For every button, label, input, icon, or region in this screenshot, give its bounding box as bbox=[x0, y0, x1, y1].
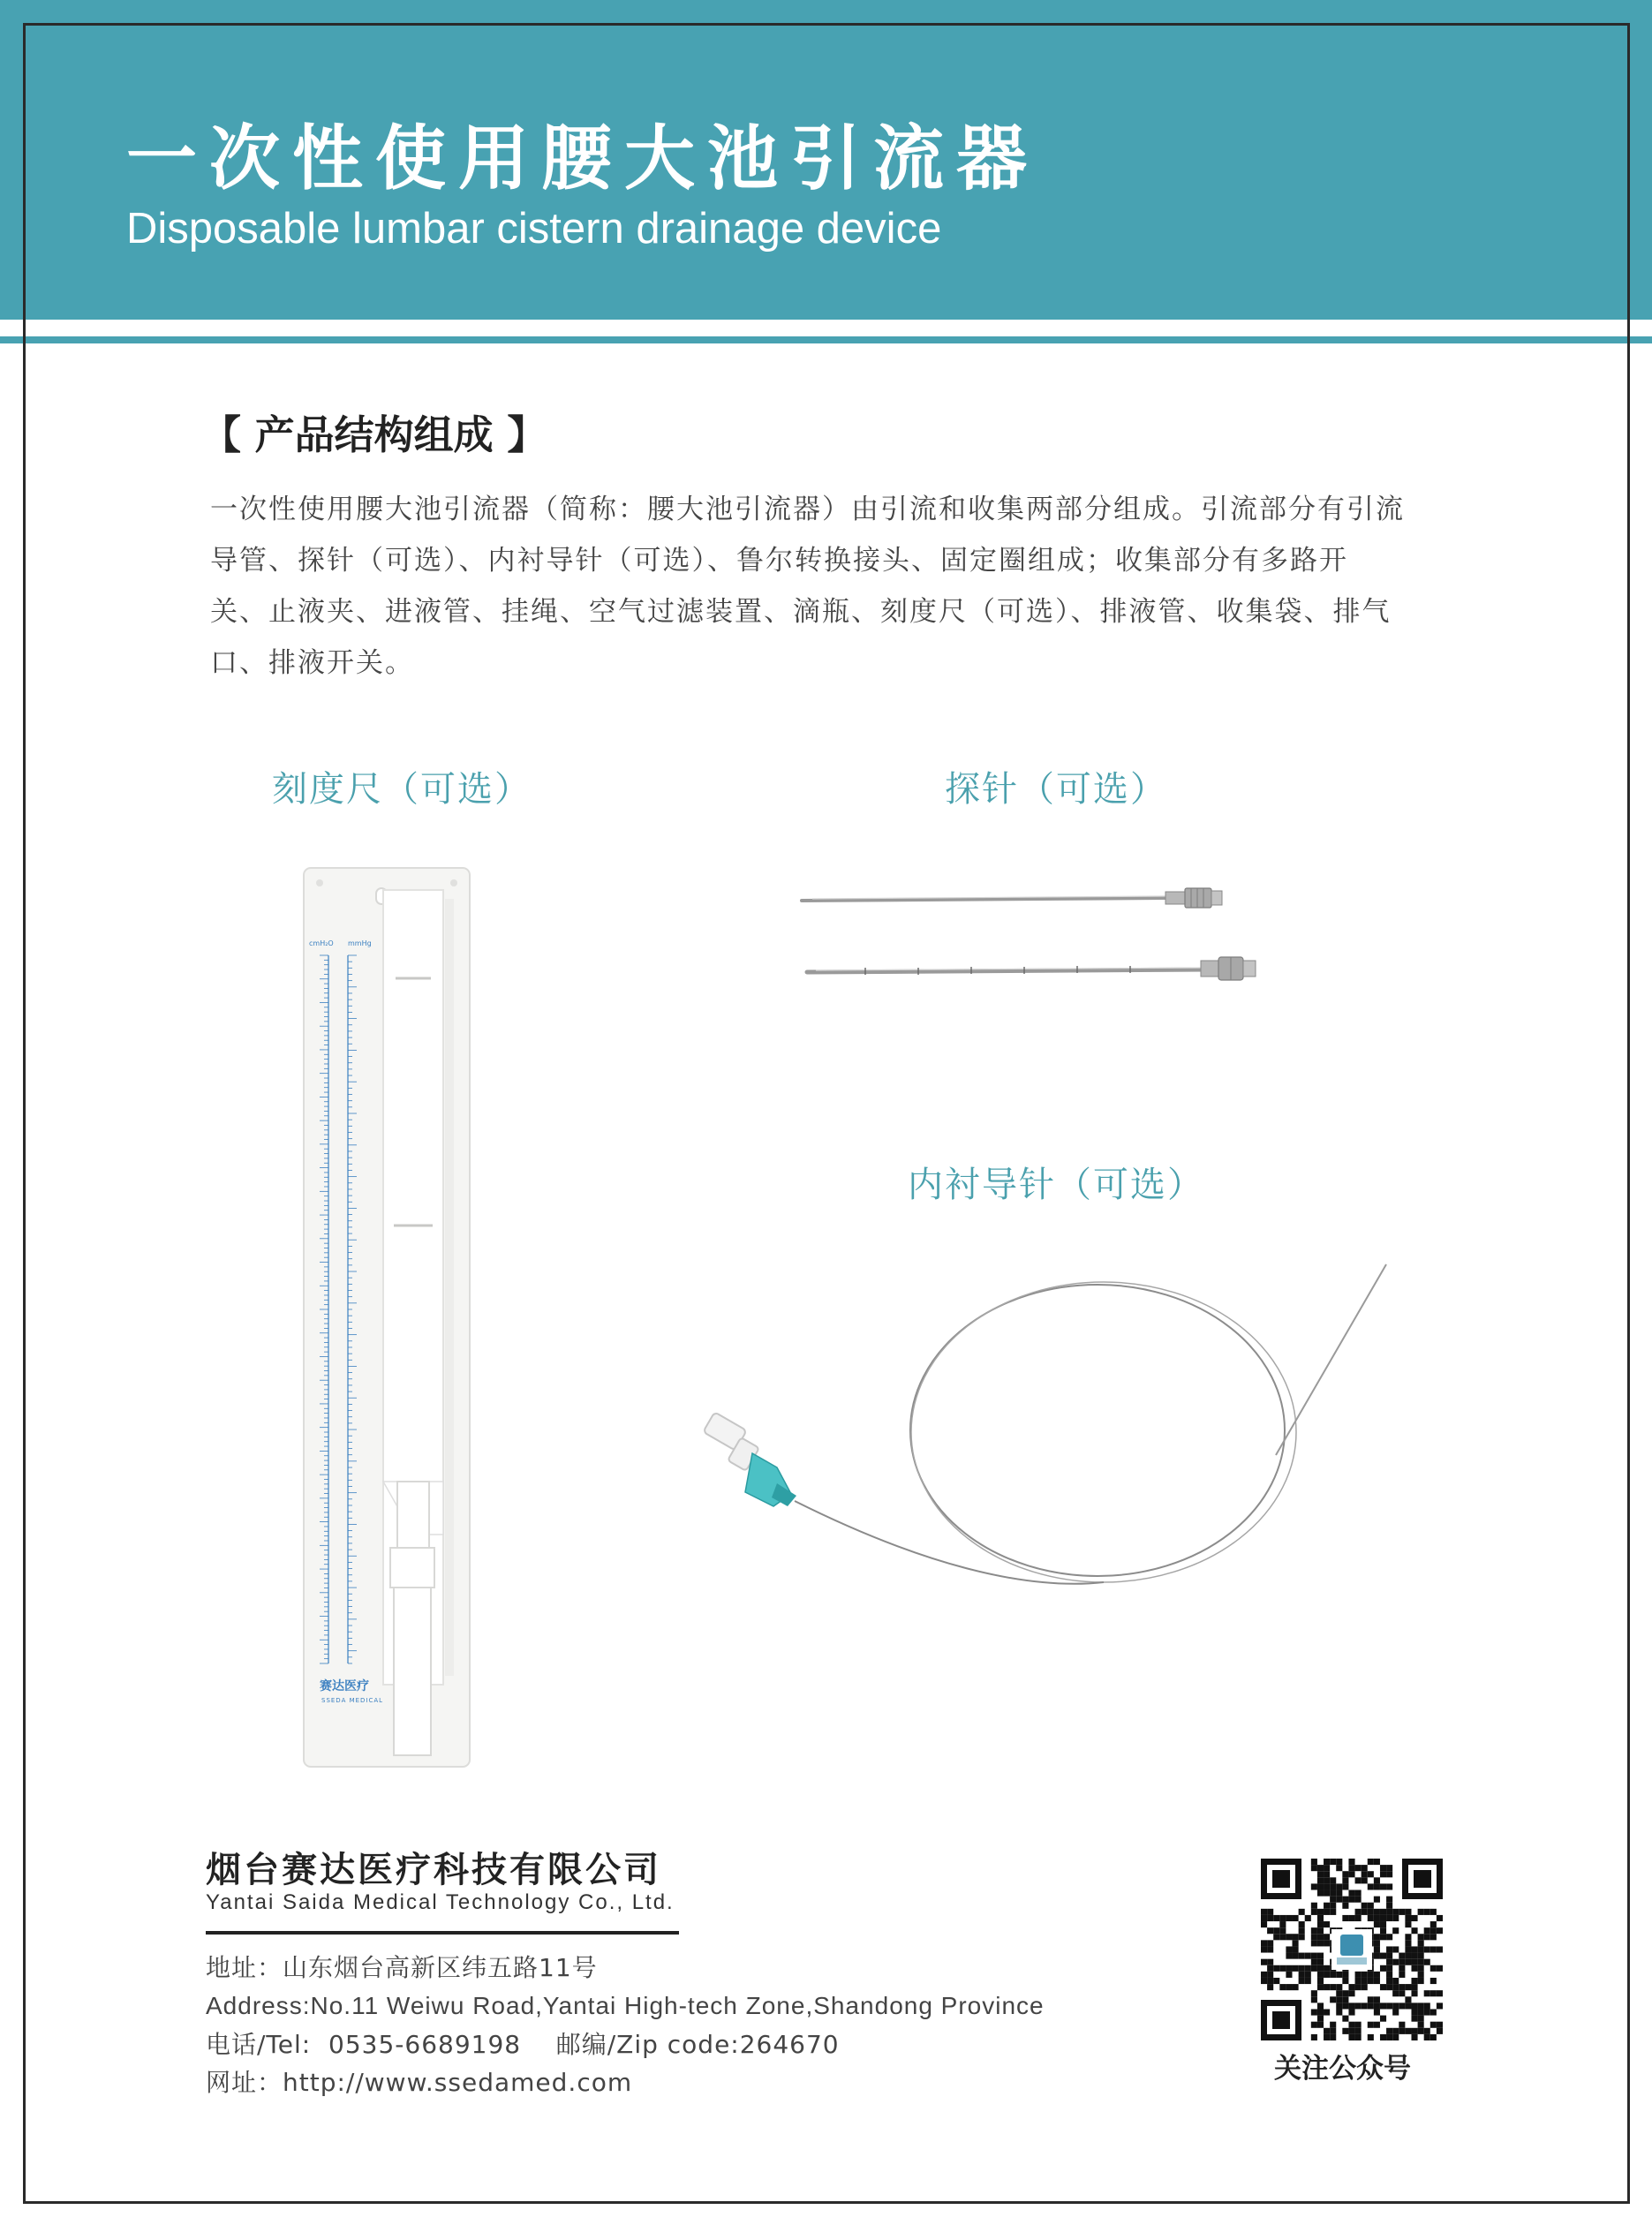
page-title-en: Disposable lumbar cistern drainage device bbox=[126, 205, 942, 253]
caption-probe: 探针（可选） bbox=[945, 769, 1167, 810]
description-line: 一次性使用腰大池引流器（简称：腰大池引流器）由引流和收集两部分组成。引流部分有引流 bbox=[210, 494, 1405, 525]
caption-ruler: 刻度尺（可选） bbox=[272, 769, 532, 810]
caption-guide-needle: 内衬导针（可选） bbox=[908, 1165, 1204, 1205]
zip-text: 邮编/Zip code:264670 bbox=[555, 2030, 840, 2059]
description-line: 口、排液开关。 bbox=[210, 647, 414, 679]
ruler-image bbox=[298, 864, 475, 1773]
description-line: 导管、探针（可选）、内衬导针（可选）、鲁尔转换接头、固定圈组成；收集部分有多路开 bbox=[210, 545, 1348, 577]
qr-code-icon bbox=[1261, 1859, 1443, 2040]
ruler-brand-cn: 赛达医疗 bbox=[320, 1679, 369, 1693]
product-description bbox=[210, 484, 1446, 689]
guide-needle-image bbox=[689, 1245, 1413, 1633]
luer-connector bbox=[703, 1412, 796, 1506]
page-title-cn: 一次性使用腰大池引流器 bbox=[126, 117, 1039, 200]
ruler-brand-en: SSEDA MEDICAL bbox=[321, 1697, 384, 1704]
company-name-cn: 烟台赛达医疗科技有限公司 bbox=[206, 1850, 661, 1890]
address-en: Address:No.11 Weiwu Road,Yantai High-tech Zone,Shandong Province bbox=[206, 1992, 1045, 2019]
probe-needle-bottom bbox=[807, 957, 1256, 980]
section-heading: 【 产品结构组成 】 bbox=[201, 411, 547, 458]
contact-line bbox=[206, 2030, 840, 2059]
tel-text: 电话/Tel: 0535-6689198 bbox=[206, 2030, 522, 2059]
ruler-unit-left: cmH₂O bbox=[309, 939, 334, 947]
description-line: 关、止液夹、进液管、挂绳、空气过滤装置、滴瓶、刻度尺（可选）、排液管、收集袋、排气 bbox=[210, 596, 1392, 628]
address-cn: 地址：山东烟台高新区纬五路11号 bbox=[206, 1953, 598, 1982]
probe-needle-top bbox=[802, 888, 1222, 908]
probe-image bbox=[795, 874, 1298, 998]
qr-caption: 关注公众号 bbox=[1274, 2053, 1411, 2085]
company-name-en: Yantai Saida Medical Technology Co., Ltd. bbox=[206, 1890, 675, 1914]
website-link[interactable]: 网址：http://www.ssedamed.com bbox=[206, 2068, 633, 2097]
ruler-unit-right: mmHg bbox=[348, 939, 372, 947]
company-divider bbox=[206, 1931, 679, 1935]
